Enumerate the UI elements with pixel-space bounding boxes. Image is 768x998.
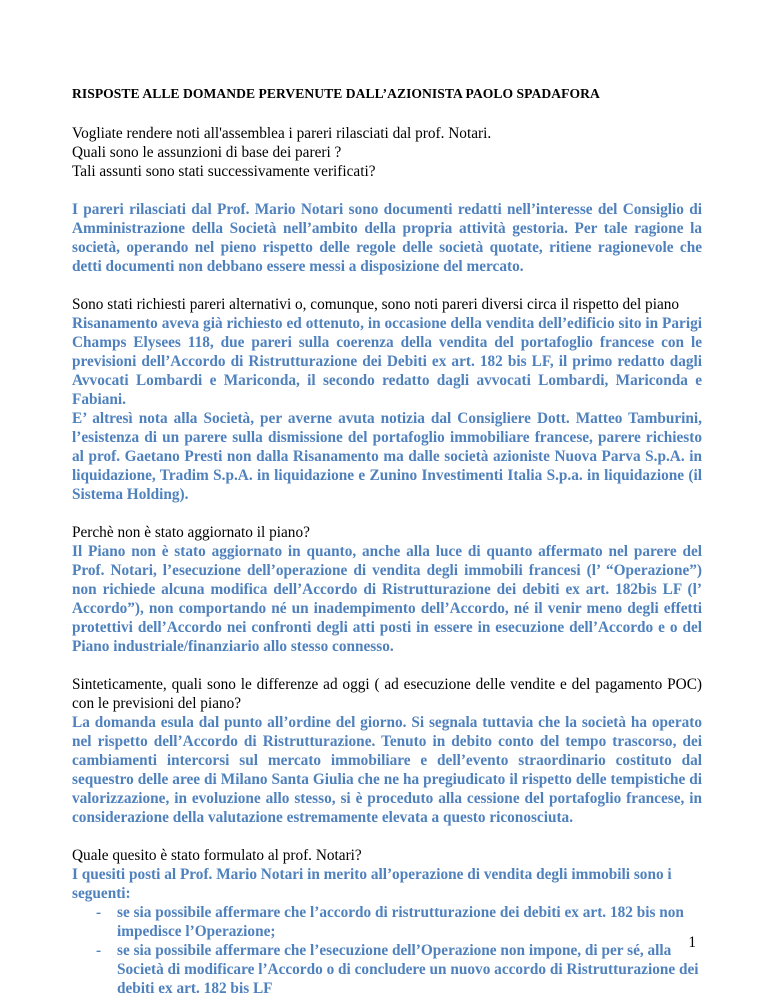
answer-paragraph: I quesiti posti al Prof. Mario Notari in merito all’operazione di vendita degli immobili sono i seguenti: [72,866,672,902]
bullet-list [72,903,702,998]
answer-section-3 [72,542,702,656]
answer-section-2 [72,314,702,504]
question-line: Vogliate rendere noti all'assemblea i pareri rilasciati dal prof. Notari. [72,125,492,142]
list-item [72,941,702,998]
qa-section-3 [72,523,702,542]
qa-section-2 [72,295,702,314]
document-title: RISPOSTE ALLE DOMANDE PERVENUTE DALL’AZIONISTA PAOLO SPADAFORA [72,86,600,101]
answer-section-1 [72,200,702,276]
qa-section-1 [72,124,702,181]
question-line: Sinteticamente, quali sono le differenze ad oggi ( ad esecuzione delle vendite e del pagamento POC) con le previsioni del piano? [72,676,702,712]
qa-section-5 [72,846,702,865]
page-number: 1 [688,934,696,951]
answer-section-5 [72,865,702,998]
answer-paragraph: Il Piano non è stato aggiornato in quanto, anche alla luce di quanto affermato nel parere del Prof. Notari, l’esecuzione dell’operazione di vendita degli immobili francesi (l’ “Operazione”) non richiede alcuna modifica dell’Accordo di Ristrutturazione dei debiti ex art. 182bis LF (l’ Accordo”), non comportando né un inadempimento dell’Accordo, né il venir meno degli effetti protettivi dell’Accordo nei confronti degli atti posti in essere in esecuzione dell’Accordo e o del Piano industriale/finanziario allo stesso connesso. [72,543,702,655]
answer-paragraph: La domanda esula dal punto all’ordine del giorno. Si segnala tuttavia che la società ha operato nel rispetto dell’Accordo di Ristrutturazione. Tenuto in debito conto del tempo trascorso, dei cambiamenti intercorsi sul mercato immobiliare e dell’evento straordinario costituto dal sequestro delle aree di Milano Santa Giulia che ne ha pregiudicato il rispetto delle tempistiche di valorizzazione, in evoluzione allo stesso, si è proceduto alla cessione del portafoglio francese, in considerazione della valutazione estremamente elevata a questo riconosciuta. [72,714,702,826]
list-item-text: se sia possibile affermare che l’accordo di ristrutturazione dei debiti ex art. 182 bis non impedisce l’Operazione; [117,904,684,940]
list-item [72,903,702,941]
question-line: Sono stati richiesti pareri alternativi o, comunque, sono noti pareri diversi circa il rispetto del piano [72,296,680,313]
document-body [72,86,702,998]
question-line: Perchè non è stato aggiornato il piano? [72,524,310,541]
answer-paragraph: Risanamento aveva già richiesto ed ottenuto, in occasione della vendita dell’edificio sito in Parigi Champs Elysees 118, due pareri sulla coerenza della vendita del portafoglio francese con le previsioni dell’Accordo di Ristrutturazione dei Debiti ex art. 182 bis LF, il primo redatto dagli Avvocati Lombardi e Mariconda, il secondo redatto dagli avvocati Lombardi, Mariconda e Fabiani. [72,315,702,408]
answer-paragraph: E’ altresì nota alla Società, per averne avuta notizia dal Consigliere Dott. Matteo Tamburini, l’esistenza di un parere sulla dismissione del portafoglio immobiliare francese, parere richiesto al prof. Gaetano Presti non dalla Risanamento ma dalle società azioniste Nuova Parva S.p.A. in liquidazione, Tradim S.p.A. in liquidazione e Zunino Investimenti Italia S.p.a. in liquidazione (il Sistema Holding). [72,410,702,503]
qa-section-4 [72,675,702,713]
list-item-text: se sia possibile affermare che l’esecuzione dell’Operazione non impone, di per sé, alla Società di modificare l’Accordo o di concludere un nuovo accordo di Ristrutturazione dei debiti ex art. 182 bis LF [117,942,699,997]
question-line: Quale quesito è stato formulato al prof. Notari? [72,847,362,864]
question-line: Quali sono le assunzioni di base dei pareri ? [72,144,342,161]
question-line: Tali assunti sono stati successivamente verificati? [72,163,376,180]
answer-section-4 [72,713,702,827]
bullet-marker: - [96,904,102,921]
answer-paragraph: I pareri rilasciati dal Prof. Mario Notari sono documenti redatti nell’interesse del Consiglio di Amministrazione della Società nell’ambito della propria attività gestoria. Per tale ragione la società, operando nel pieno rispetto delle regole delle società quotate, ritiene ragionevole che detti documenti non debbano essere messi a disposizione del mercato. [72,201,702,275]
bullet-marker: - [96,942,102,959]
